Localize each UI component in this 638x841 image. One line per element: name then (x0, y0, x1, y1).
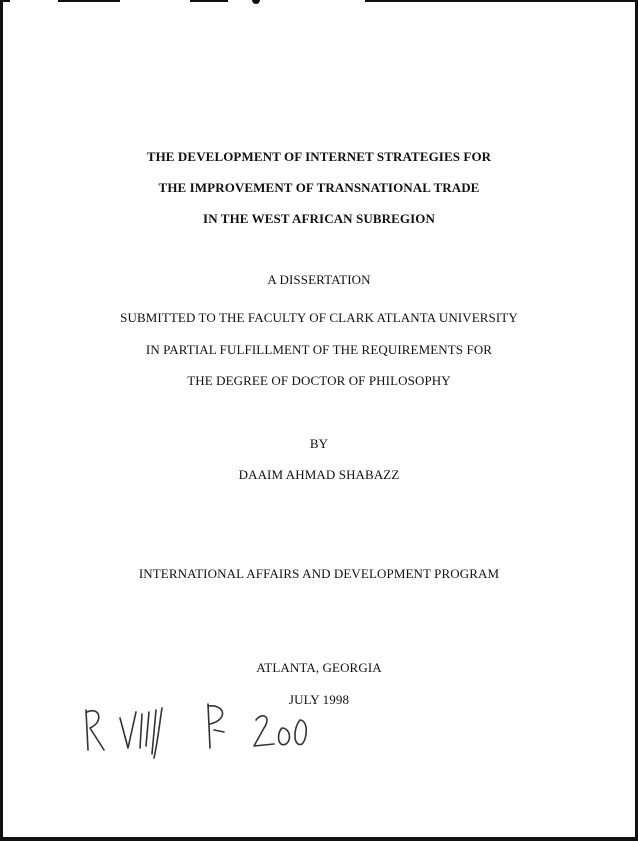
degree-line: THE DEGREE OF DOCTOR OF PHILOSOPHY (187, 373, 451, 388)
title-line-2: THE IMPROVEMENT OF TRANSNATIONAL TRADE (158, 180, 480, 195)
by-label: BY (309, 436, 329, 451)
scan-edge-bottom (0, 837, 638, 841)
scan-edge-top-mark (365, 0, 638, 2)
title-line-1: THE DEVELOPMENT OF INTERNET STRATEGIES FOR (146, 149, 492, 164)
title-line-3: IN THE WEST AFRICAN SUBREGION (203, 211, 435, 226)
scan-edge-top-mark (190, 0, 228, 2)
submission-line-1: SUBMITTED TO THE FACULTY OF CLARK ATLANTA UNIVERSITY (120, 310, 518, 325)
place: ATLANTA, GEORGIA (256, 660, 382, 675)
submission-line-2: IN PARTIAL FULFILLMENT OF THE REQUIREMENTS FOR (145, 342, 493, 357)
scan-edge-top-mark (0, 0, 10, 2)
program-name: INTERNATIONAL AFFAIRS AND DEVELOPMENT PROGRAM (138, 566, 500, 581)
handwritten-catalog-note (78, 690, 328, 770)
date: JULY 1998 (288, 692, 350, 707)
dissertation-label: A DISSERTATION (267, 272, 371, 287)
author-name: DAAIM AHMAD SHABAZZ (238, 467, 400, 482)
scan-edge-top-mark (252, 0, 260, 4)
scan-edge-top-mark (58, 0, 120, 2)
scan-edge-left (0, 0, 3, 841)
